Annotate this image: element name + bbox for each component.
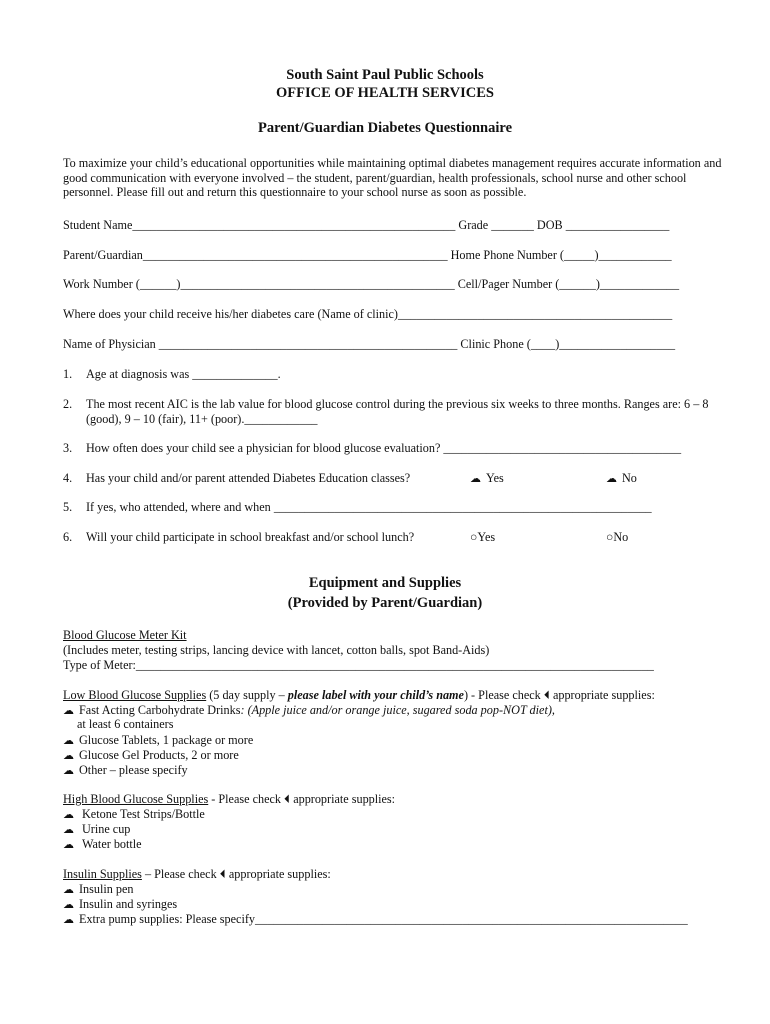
office-name: OFFICE OF HEALTH SERVICES [276, 85, 494, 101]
check-icon: ⏴ [284, 792, 291, 806]
q6-yes-option[interactable]: ○Yes [470, 530, 496, 544]
low-glucose-heading-row [63, 688, 655, 703]
high-item-1[interactable] [63, 807, 205, 822]
checkbox-icon[interactable]: ☁ [63, 809, 74, 821]
q3-number: 3. [63, 441, 73, 455]
checkbox-icon[interactable]: ☁ [63, 735, 74, 747]
checkbox-icon[interactable]: ☁ [606, 473, 617, 485]
q5-text[interactable]: If yes, who attended, where and when ______________________________________________________________ [86, 500, 652, 514]
insulin-item-1[interactable] [63, 882, 134, 897]
checkbox-icon[interactable]: ☁ [63, 750, 74, 762]
high-glucose-note-b: appropriate supplies: [290, 792, 396, 806]
high-item-2-label: Urine cup [82, 822, 131, 836]
q4-no-option[interactable] [606, 471, 637, 486]
low-glucose-note-c: appropriate supplies: [549, 688, 655, 702]
physician-row[interactable]: Name of Physician _________________________________________________ Clinic Phone (____)___________________ [63, 337, 676, 351]
insulin-item-3-label: Extra pump supplies: Please specify_______________________________________________________________________ [79, 912, 688, 926]
q6-no-option[interactable]: ○No [606, 530, 629, 544]
parent-info-row[interactable]: Parent/Guardian__________________________________________________ Home Phone Number (_____)____________ [63, 248, 672, 262]
low-item-1-detail: : (Apple juice and/or orange juice, sugared soda pop-NOT diet), [240, 703, 555, 717]
low-item-1[interactable] [63, 703, 555, 718]
high-item-3[interactable] [63, 837, 142, 852]
q2-text[interactable]: The most recent AIC is the lab value for blood glucose control during the previous six weeks to three months. Ranges are: 6 – 8 (good), 9 – 10 (fair), 11+ (poor).____________ [86, 397, 709, 426]
high-glucose-note-a: - Please check [208, 792, 285, 806]
low-item-1-label: Fast Acting Carbohydrate Drinks [79, 703, 241, 717]
low-item-2[interactable] [63, 733, 253, 748]
meter-kit-heading: Blood Glucose Meter Kit [63, 628, 187, 642]
high-item-3-label: Water bottle [82, 837, 142, 851]
q4-number: 4. [63, 471, 73, 485]
insulin-item-2-label: Insulin and syringes [79, 897, 178, 911]
q4-text: Has your child and/or parent attended Diabetes Education classes? [86, 471, 411, 485]
q6-text: Will your child participate in school breakfast and/or school lunch? [86, 530, 415, 544]
checkbox-icon[interactable]: ☁ [63, 839, 74, 851]
checkbox-icon[interactable]: ☁ [63, 899, 74, 911]
q6-number: 6. [63, 530, 73, 544]
q3-text[interactable]: How often does your child see a physician for blood glucose evaluation? _______________________________________ [86, 441, 682, 455]
check-icon: ⏴ [219, 867, 226, 881]
q4-yes-label: Yes [486, 471, 504, 485]
insulin-heading: Insulin Supplies [63, 867, 142, 881]
high-item-1-label: Ketone Test Strips/Bottle [82, 807, 205, 821]
low-glucose-note-a: (5 day supply – [206, 688, 288, 702]
q2-number: 2. [63, 397, 73, 411]
q5-number: 5. [63, 500, 73, 514]
high-glucose-heading-row [63, 792, 395, 807]
meter-kit-includes: (Includes meter, testing strips, lancing device with lancet, cotton balls, spot Band-Aids) [63, 643, 490, 657]
q4-yes-option[interactable] [470, 471, 504, 486]
low-item-4[interactable] [63, 763, 188, 778]
check-icon: ⏴ [543, 688, 550, 702]
checkbox-icon[interactable]: ☁ [470, 473, 481, 485]
work-phone-row[interactable]: Work Number (______)_____________________________________________ Cell/Pager Number (______)_____________ [63, 277, 680, 291]
insulin-heading-row [63, 867, 331, 882]
low-item-2-label: Glucose Tablets, 1 package or more [79, 733, 254, 747]
insulin-item-2[interactable] [63, 897, 177, 912]
form-title: Parent/Guardian Diabetes Questionnaire [257, 120, 513, 136]
q1-number: 1. [63, 367, 73, 381]
checkbox-icon[interactable]: ☁ [63, 824, 74, 836]
clinic-row[interactable]: Where does your child receive his/her diabetes care (Name of clinic)_____________________________________________ [63, 307, 673, 321]
intro-paragraph: To maximize your child’s educational opportunities while maintaining optimal diabetes management requires accurate information and good communication with everyone involved – the student, parent/guardian, health professionals, school nurse and other school personnel. Please fill out and return this questionnaire to your school nurse as soon as possible. [63, 156, 722, 199]
high-item-2[interactable] [63, 822, 130, 837]
checkbox-icon[interactable]: ☁ [63, 884, 74, 896]
equipment-subtitle: (Provided by Parent/Guardian) [287, 595, 483, 611]
student-info-row[interactable]: Student Name_____________________________________________________ Grade _______ DOB _________________ [63, 218, 670, 232]
insulin-item-3[interactable] [63, 912, 688, 927]
low-glucose-note-b: ) - Please check [463, 688, 544, 702]
equipment-title: Equipment and Supplies [308, 575, 462, 591]
low-item-3-label: Glucose Gel Products, 2 or more [79, 748, 239, 762]
label-instruction: please label with your child’s name [287, 688, 464, 702]
low-item-4-label: Other – please specify [79, 763, 188, 777]
school-name: South Saint Paul Public Schools [286, 67, 484, 83]
low-glucose-heading: Low Blood Glucose Supplies [63, 688, 207, 702]
checkbox-icon[interactable]: ☁ [63, 765, 74, 777]
q4-no-label: No [622, 471, 637, 485]
checkbox-icon[interactable]: ☁ [63, 914, 74, 926]
low-item-3[interactable] [63, 748, 239, 763]
checkbox-icon[interactable]: ☁ [63, 705, 74, 717]
low-item-1-continued: at least 6 containers [77, 717, 174, 731]
insulin-item-1-label: Insulin pen [79, 882, 134, 896]
insulin-note-b: appropriate supplies: [225, 867, 331, 881]
meter-type-field[interactable]: Type of Meter:_____________________________________________________________________________________ [63, 658, 654, 672]
insulin-note-a: – Please check [141, 867, 220, 881]
q1-text[interactable]: Age at diagnosis was ______________. [86, 367, 281, 381]
high-glucose-heading: High Blood Glucose Supplies [63, 792, 209, 806]
